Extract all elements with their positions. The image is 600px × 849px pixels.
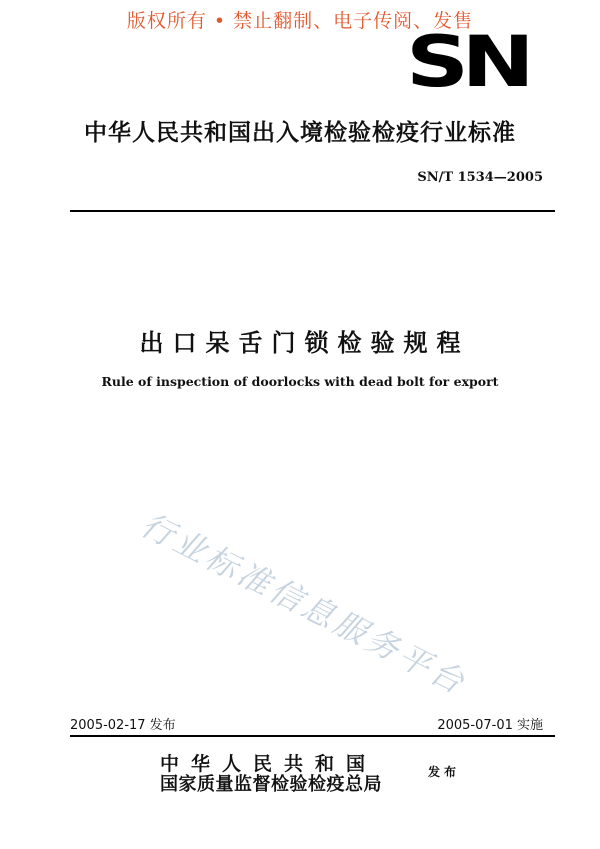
organization-title: 中华人民共和国出入境检验检疫行业标准 (84, 120, 516, 146)
publish-label: 发布 (428, 765, 461, 779)
document-title: 出口呆舌门锁检验规程 (139, 329, 470, 357)
sn-logo: SN (406, 21, 528, 103)
issuer-line-2: 国家质量监督检验检疫总局 (160, 774, 382, 795)
document-subtitle: Rule of inspection of doorlocks with dead bolt for export (101, 374, 499, 389)
top-divider (70, 210, 555, 212)
implementation-date: 2005-07-01 实施 (437, 718, 543, 733)
copyright-notice: 版权所有 • 禁止翻制、电子传阅、发售 (126, 10, 474, 32)
standard-code: SN/T 1534—2005 (417, 170, 543, 185)
bottom-divider (70, 735, 555, 737)
issuer-line-1: 中华人民共和国 (160, 753, 378, 775)
watermark: 行业标准信息服务平台 (135, 505, 474, 703)
issue-date: 2005-02-17 发布 (70, 718, 176, 733)
